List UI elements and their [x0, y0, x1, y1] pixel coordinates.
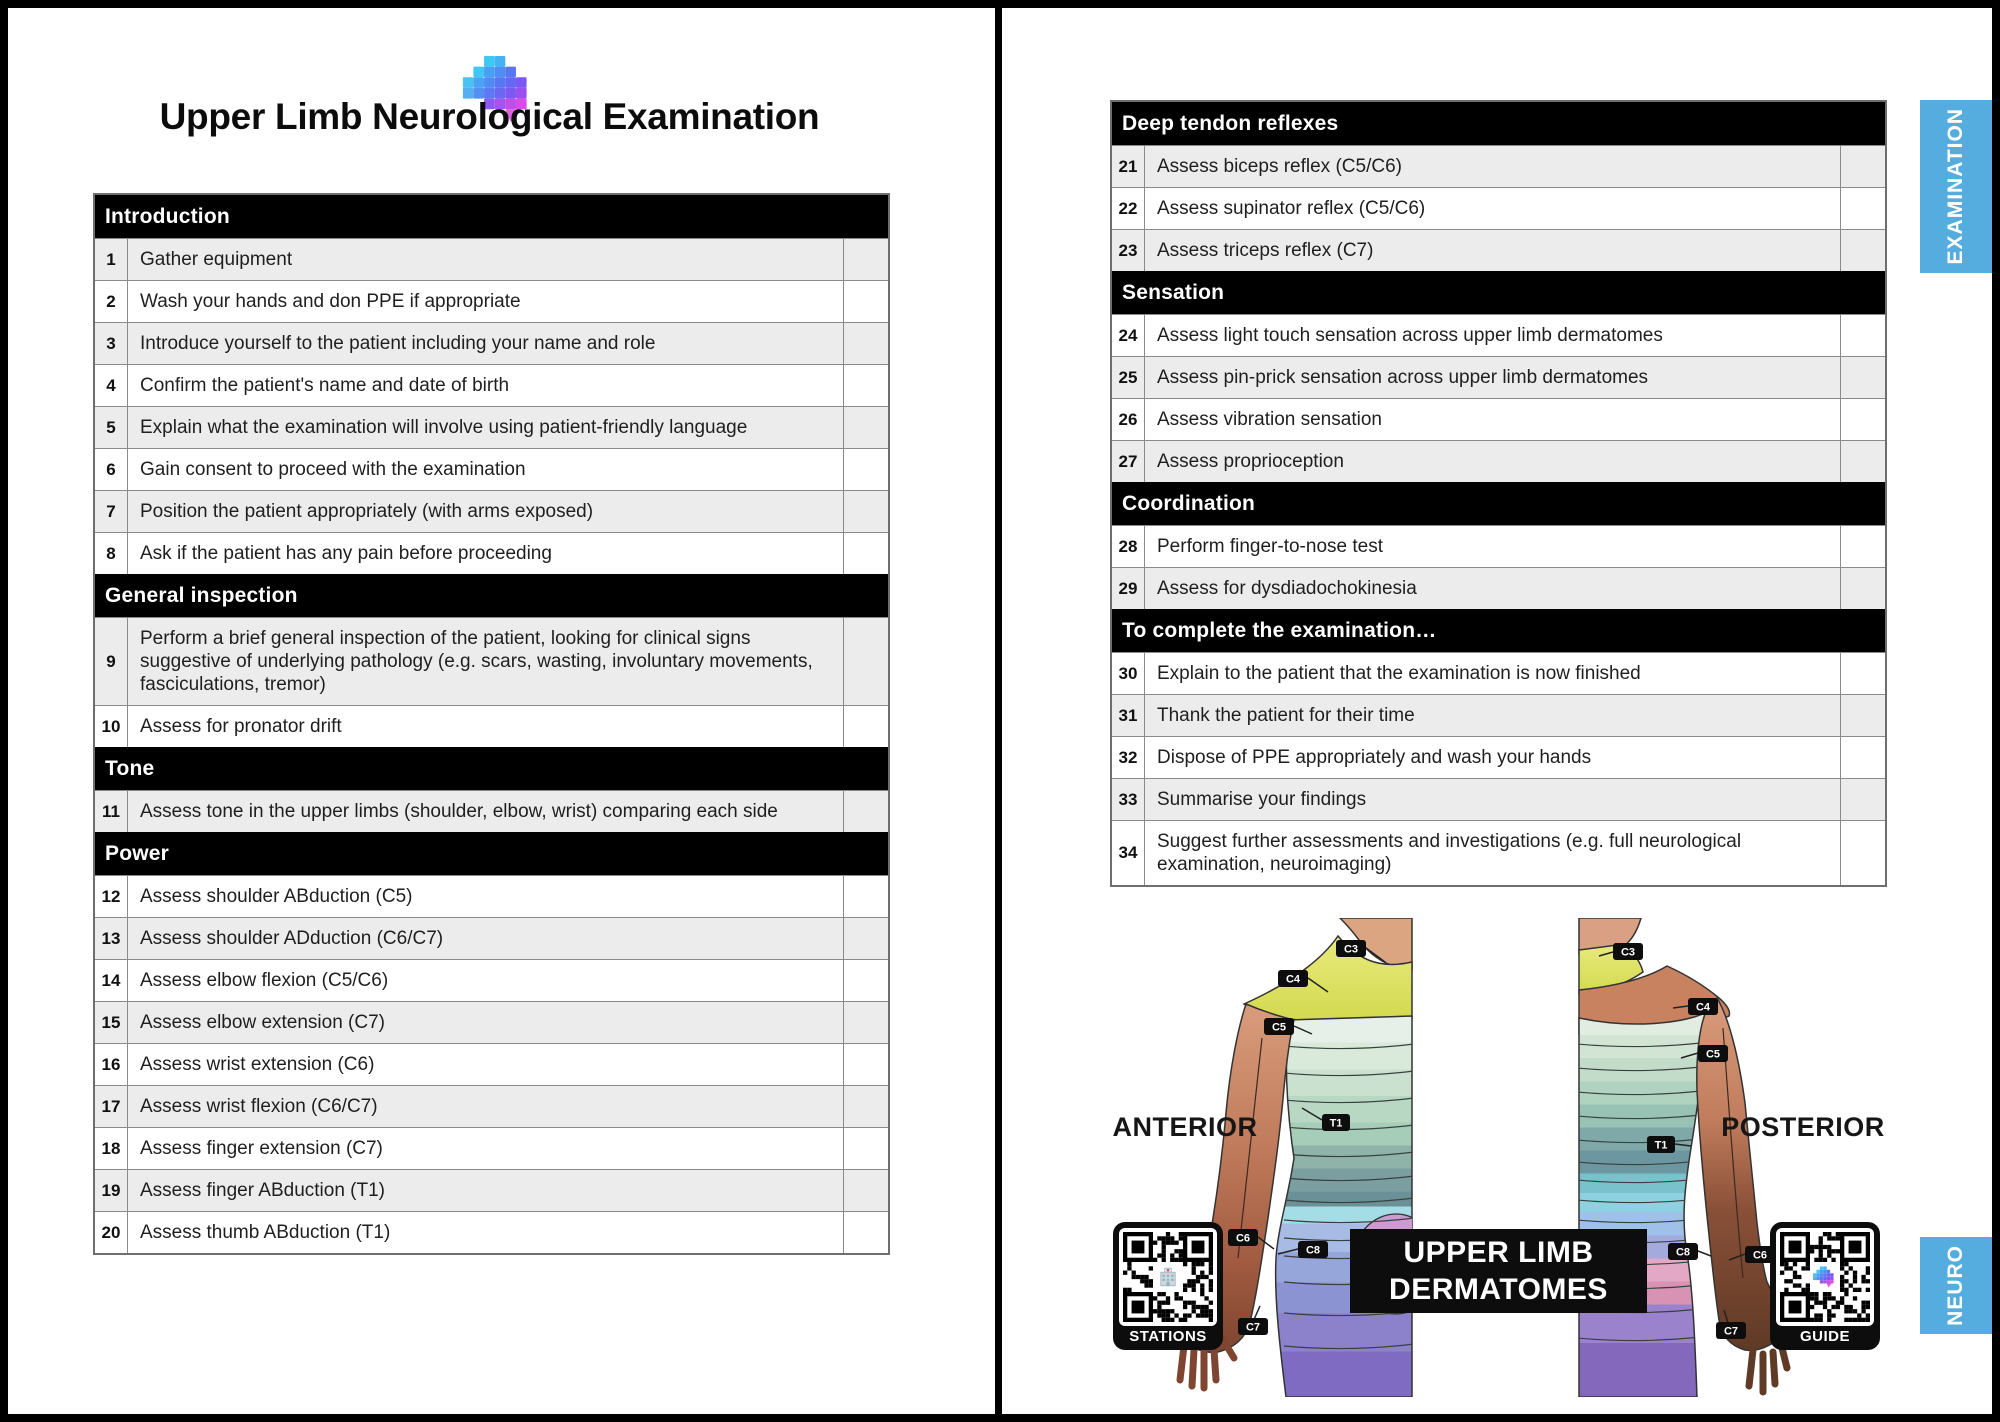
checklist-row [95, 364, 888, 406]
checklist-row [95, 280, 888, 322]
item-text: Gain consent to proceed with the examination [140, 459, 526, 480]
checkbox-cell[interactable] [843, 1086, 888, 1127]
item-number: 21 [1112, 146, 1145, 187]
item-text: Assess biceps reflex (C5/C6) [1157, 156, 1402, 177]
item-number: 33 [1112, 779, 1145, 820]
item-text: Assess pin-prick sensation across upper limb dermatomes [1157, 367, 1649, 388]
checkbox-cell[interactable] [1840, 779, 1885, 820]
checklist-row [95, 875, 888, 917]
checkbox-cell[interactable] [843, 323, 888, 364]
item-number: 5 [95, 407, 128, 448]
item-number: 12 [95, 876, 128, 917]
item-number: 26 [1112, 399, 1145, 440]
item-number: 11 [95, 791, 128, 832]
checklist-row [1112, 736, 1885, 778]
checklist-row [95, 617, 888, 705]
item-text: Dispose of PPE appropriately and wash your hands [1157, 747, 1592, 768]
item-number: 18 [95, 1128, 128, 1169]
svg-text:C7: C7 [1245, 1321, 1261, 1334]
item-text: Assess elbow flexion (C5/C6) [140, 970, 389, 991]
checkbox-cell[interactable] [843, 1002, 888, 1043]
brain-logo-icon [1810, 1262, 1840, 1292]
checklist-row [95, 1211, 888, 1253]
item-text: Assess for dysdiadochokinesia [1157, 578, 1417, 599]
stations-qr-code [1113, 1222, 1223, 1350]
hospital-icon [1153, 1262, 1183, 1292]
section-header: Deep tendon reflexes [1112, 102, 1885, 145]
svg-text:C3: C3 [1343, 943, 1359, 956]
checklist-row [95, 790, 888, 832]
item-text: Assess elbow extension (C7) [140, 1012, 385, 1033]
item-number: 16 [95, 1044, 128, 1085]
checklist-row [95, 406, 888, 448]
checklist-row [1112, 567, 1885, 609]
checklist-row [95, 490, 888, 532]
item-text: Perform a brief general inspection of the patient, looking for clinical signs suggestive of underlying pathology (e.g. scars, wasting, involuntary movements, fasciculations, tremor) [140, 628, 813, 695]
checkbox-cell[interactable] [843, 449, 888, 490]
item-text: Explain what the examination will involve using patient-friendly language [140, 417, 748, 438]
item-number: 20 [95, 1212, 128, 1253]
page-title: Upper Limb Neurological Examination [159, 96, 820, 137]
item-text: Assess triceps reflex (C7) [1157, 240, 1374, 261]
item-text: Assess shoulder ADduction (C6/C7) [140, 928, 444, 949]
item-text: Assess light touch sensation across upper limb dermatomes [1157, 325, 1663, 346]
item-text: Ask if the patient has any pain before proceeding [140, 543, 552, 564]
checklist-row [95, 1043, 888, 1085]
svg-text:C5: C5 [1705, 1048, 1721, 1061]
checklist-row [1112, 187, 1885, 229]
section-header: Introduction [95, 195, 888, 238]
svg-text:C8: C8 [1675, 1246, 1691, 1259]
checklist-row [95, 1169, 888, 1211]
tab-examination[interactable] [1920, 100, 1992, 273]
qr-caption: STATIONS [1129, 1328, 1207, 1345]
item-number: 2 [95, 281, 128, 322]
checkbox-cell[interactable] [843, 491, 888, 532]
checkbox-cell[interactable] [843, 365, 888, 406]
checklist-table-left [93, 193, 890, 1255]
item-number: 30 [1112, 653, 1145, 694]
item-number: 31 [1112, 695, 1145, 736]
checklist-row [95, 1127, 888, 1169]
item-number: 17 [95, 1086, 128, 1127]
item-text: Assess proprioception [1157, 451, 1344, 472]
checkbox-cell[interactable] [843, 706, 888, 747]
item-text: Perform finger-to-nose test [1157, 536, 1383, 557]
checklist-row [95, 705, 888, 747]
banner-line-2: DERMATOMES [1389, 1273, 1608, 1306]
checklist-row [1112, 652, 1885, 694]
item-text: Assess for pronator drift [140, 716, 342, 737]
checklist-row [95, 238, 888, 280]
checklist-row [95, 917, 888, 959]
item-number: 32 [1112, 737, 1145, 778]
checklist-row [1112, 229, 1885, 271]
guide-qr-code [1770, 1222, 1880, 1350]
qr-caption: GUIDE [1799, 1328, 1850, 1345]
checkbox-cell[interactable] [1840, 653, 1885, 694]
item-number: 15 [95, 1002, 128, 1043]
item-text: Assess finger ABduction (T1) [140, 1180, 385, 1201]
checklist-table-right [1110, 100, 1887, 887]
item-text: Wash your hands and don PPE if appropriate [140, 291, 521, 312]
checklist-row [95, 532, 888, 574]
section-header: Tone [95, 747, 888, 790]
checkbox-cell[interactable] [1840, 695, 1885, 736]
checkbox-cell[interactable] [1840, 399, 1885, 440]
checklist-row [1112, 314, 1885, 356]
checkbox-cell[interactable] [1840, 568, 1885, 609]
checkbox-cell[interactable] [843, 791, 888, 832]
checkbox-cell[interactable] [843, 1044, 888, 1085]
tab-neuro[interactable] [1920, 1237, 1992, 1334]
posterior-label: POSTERIOR [1721, 1112, 1885, 1142]
item-text: Summarise your findings [1157, 789, 1367, 810]
item-text: Confirm the patient's name and date of birth [140, 375, 510, 396]
checkbox-cell[interactable] [1840, 441, 1885, 482]
item-number: 3 [95, 323, 128, 364]
item-number: 9 [95, 618, 128, 705]
checklist-row [95, 448, 888, 490]
section-header: Coordination [1112, 482, 1885, 525]
checkbox-cell[interactable] [1840, 821, 1885, 885]
item-number: 22 [1112, 188, 1145, 229]
item-text: Thank the patient for their time [1157, 705, 1415, 726]
checkbox-cell[interactable] [843, 533, 888, 574]
checkbox-cell[interactable] [843, 1170, 888, 1211]
svg-text:C4: C4 [1285, 973, 1301, 986]
checkbox-cell[interactable] [843, 281, 888, 322]
item-text: Position the patient appropriately (with arms exposed) [140, 501, 594, 522]
item-number: 13 [95, 918, 128, 959]
item-number: 29 [1112, 568, 1145, 609]
checkbox-cell[interactable] [843, 618, 888, 705]
section-header: To complete the examination… [1112, 609, 1885, 652]
checklist-row [1112, 356, 1885, 398]
checkbox-cell[interactable] [843, 876, 888, 917]
checklist-row [1112, 820, 1885, 885]
page-divider [995, 0, 1002, 1422]
svg-text:C8: C8 [1305, 1244, 1321, 1257]
item-text: Assess supinator reflex (C5/C6) [1157, 198, 1426, 219]
checkbox-cell[interactable] [1840, 526, 1885, 567]
svg-text:C7: C7 [1723, 1325, 1739, 1338]
checklist-row [95, 959, 888, 1001]
item-number: 23 [1112, 230, 1145, 271]
checkbox-cell[interactable] [1840, 230, 1885, 271]
checkbox-cell[interactable] [843, 1212, 888, 1253]
svg-text:T1: T1 [1654, 1139, 1668, 1152]
item-number: 34 [1112, 821, 1145, 885]
item-text: Assess vibration sensation [1157, 409, 1382, 430]
item-number: 28 [1112, 526, 1145, 567]
item-text: Suggest further assessments and investigations (e.g. full neurological examination, neuroimaging) [1157, 831, 1742, 875]
item-text: Assess thumb ABduction (T1) [140, 1222, 391, 1243]
tab-examination-label: EXAMINATION [1944, 108, 1967, 265]
item-number: 27 [1112, 441, 1145, 482]
checklist-row [1112, 440, 1885, 482]
item-number: 10 [95, 706, 128, 747]
checkbox-cell[interactable] [1840, 188, 1885, 229]
item-text: Gather equipment [140, 249, 293, 270]
svg-text:T1: T1 [1329, 1117, 1343, 1130]
item-number: 7 [95, 491, 128, 532]
checklist-row [1112, 778, 1885, 820]
checkbox-cell[interactable] [1840, 315, 1885, 356]
item-number: 14 [95, 960, 128, 1001]
checkbox-cell[interactable] [1840, 737, 1885, 778]
item-number: 1 [95, 239, 128, 280]
svg-text:C6: C6 [1235, 1232, 1251, 1245]
tab-neuro-label: NEURO [1944, 1245, 1967, 1326]
section-header: General inspection [95, 574, 888, 617]
svg-text:C4: C4 [1695, 1001, 1711, 1014]
checkbox-cell[interactable] [1840, 357, 1885, 398]
svg-text:C3: C3 [1620, 946, 1636, 959]
item-number: 24 [1112, 315, 1145, 356]
checklist-row [95, 1001, 888, 1043]
item-text: Assess wrist extension (C6) [140, 1054, 375, 1075]
item-number: 8 [95, 533, 128, 574]
item-number: 25 [1112, 357, 1145, 398]
svg-text:C6: C6 [1752, 1249, 1768, 1262]
checkbox-cell[interactable] [843, 239, 888, 280]
item-text: Introduce yourself to the patient including your name and role [140, 333, 656, 354]
anterior-label: ANTERIOR [1112, 1112, 1258, 1142]
checklist-row [95, 1085, 888, 1127]
item-number: 4 [95, 365, 128, 406]
checklist-row [1112, 398, 1885, 440]
item-text: Assess shoulder ABduction (C5) [140, 886, 413, 907]
checkbox-cell[interactable] [843, 1128, 888, 1169]
banner-line-1: UPPER LIMB [1403, 1236, 1594, 1269]
checkbox-cell[interactable] [843, 918, 888, 959]
dermatome-banner [1350, 1229, 1647, 1313]
item-text: Assess wrist flexion (C6/C7) [140, 1096, 378, 1117]
checklist-row [95, 322, 888, 364]
checkbox-cell[interactable] [1840, 146, 1885, 187]
item-text: Assess finger extension (C7) [140, 1138, 383, 1159]
item-text: Explain to the patient that the examination is now finished [1157, 663, 1641, 684]
checklist-row [1112, 145, 1885, 187]
item-number: 19 [95, 1170, 128, 1211]
item-number: 6 [95, 449, 128, 490]
svg-text:C5: C5 [1271, 1021, 1287, 1034]
section-header: Power [95, 832, 888, 875]
checkbox-cell[interactable] [843, 407, 888, 448]
section-header: Sensation [1112, 271, 1885, 314]
checklist-row [1112, 525, 1885, 567]
checklist-row [1112, 694, 1885, 736]
checkbox-cell[interactable] [843, 960, 888, 1001]
item-text: Assess tone in the upper limbs (shoulder, elbow, wrist) comparing each side [140, 801, 778, 822]
